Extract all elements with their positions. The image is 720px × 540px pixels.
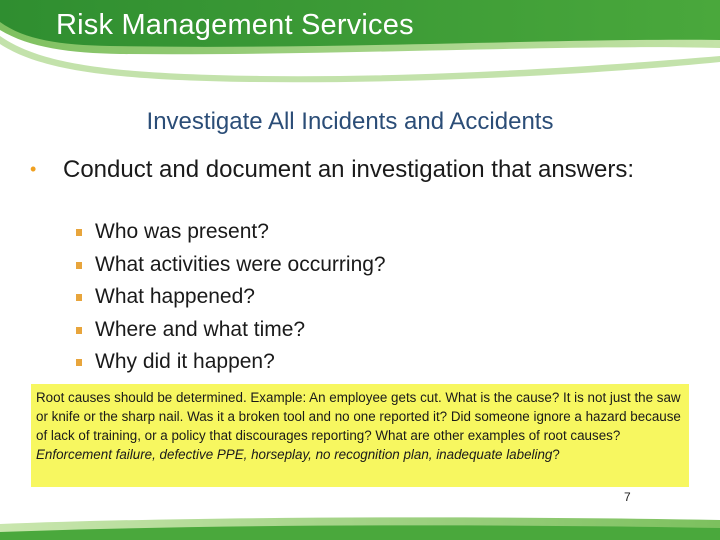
- header-banner: [0, 0, 720, 95]
- list-item: [76, 314, 386, 347]
- note-italic-text: Enforcement failure, defective PPE, horseplay, no recognition plan, inadequate labeling: [36, 447, 553, 462]
- list-item-text: Why did it happen?: [95, 350, 275, 373]
- header-title: Risk Management Services: [56, 9, 414, 41]
- bullet-dot-icon: •: [30, 159, 37, 179]
- list-item: [76, 281, 386, 314]
- page-number: 7: [624, 490, 631, 504]
- note-text: Root causes should be determined. Example: An employee gets cut. What is the cause? It is not just the saw or knife or the sharp nail. Was it a broken tool and no one reported it? Did someone ignore a hazard because of lack of training, or a policy that discourages reporting? What are other examples of root causes?: [36, 390, 681, 443]
- root-cause-note: [31, 384, 689, 487]
- list-item: [76, 216, 386, 249]
- list-item: [76, 346, 386, 379]
- note-end: ?: [552, 447, 560, 462]
- slide-subtitle: Investigate All Incidents and Accidents: [146, 108, 554, 135]
- square-bullet-icon: [76, 229, 82, 236]
- list-item-text: Who was present?: [95, 220, 269, 243]
- square-bullet-icon: [76, 262, 82, 269]
- list-item: [76, 249, 386, 282]
- square-bullet-icon: [76, 359, 82, 366]
- list-item-text: What activities were occurring?: [95, 252, 386, 276]
- list-item-text: Where and what time?: [95, 317, 306, 341]
- square-bullet-icon: [76, 327, 82, 334]
- square-bullet-icon: [76, 294, 82, 301]
- list-item-text: What happened?: [95, 285, 255, 308]
- footer-swoosh: [0, 514, 720, 540]
- main-bullet-text: Conduct and document an investigation that answers:: [63, 156, 635, 183]
- main-bullet: [30, 155, 670, 184]
- sub-bullet-list: [76, 216, 386, 379]
- footer-band: [0, 514, 720, 540]
